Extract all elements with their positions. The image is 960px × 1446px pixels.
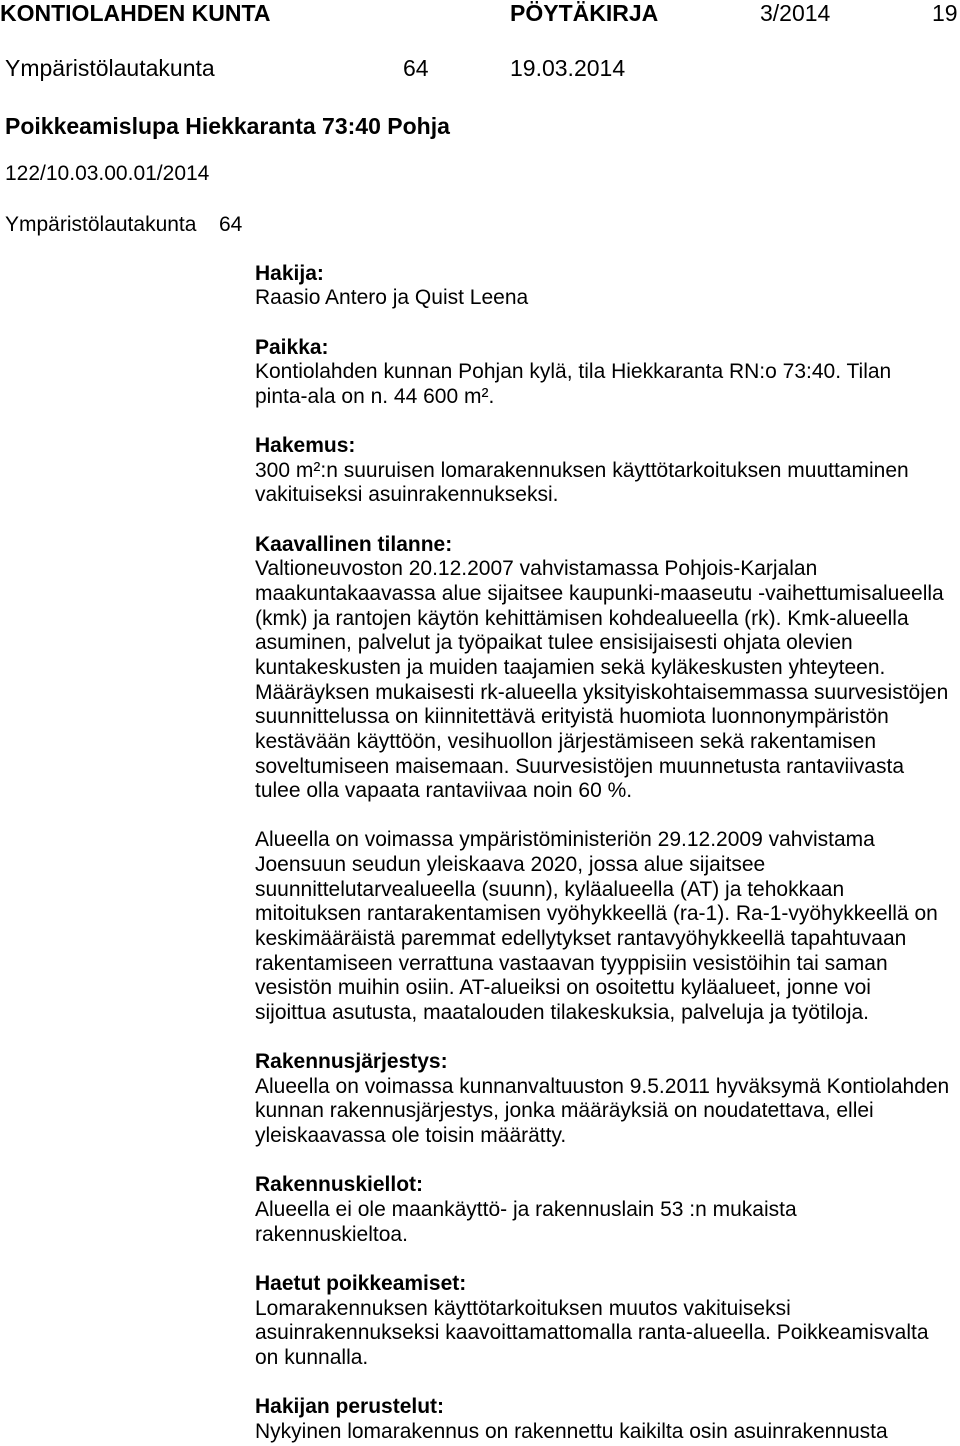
text-line: pinta-ala on n. 44 600 m².	[255, 384, 495, 408]
section-application	[255, 434, 960, 508]
section-zoning-status	[255, 533, 960, 1026]
spacer	[255, 1371, 960, 1396]
board-reference-name: Ympäristölautakunta	[5, 212, 197, 236]
text-line: maakuntakaavassa alue sijaitsee kaupunki-maaseutu -vaihettumisalueella	[255, 582, 944, 606]
section-label: Paikka:	[255, 335, 329, 359]
text-line: on kunnalla.	[255, 1345, 369, 1369]
municipality-name: KONTIOLAHDEN KUNTA	[0, 0, 271, 26]
text-line: Raasio Antero ja Quist Leena	[255, 286, 529, 310]
text-line: Kontiolahden kunnan Pohjan kylä, tila Hiekkaranta RN:o 73:40. Tilan	[255, 360, 892, 384]
section-label: Rakennuskiellot:	[255, 1173, 424, 1197]
text-line: kuntakeskusten ja muiden taajamien sekä kyläkeskusten yhteyteen.	[255, 655, 886, 679]
section-label: Rakennusjärjestys:	[255, 1050, 448, 1074]
text-line: asuinrakennukseksi kaavoittamattomalla ranta-alueella. Poikkeamisvalta	[255, 1321, 929, 1345]
text-line: rakentamiseen verrattuna vastaavan tyyppisiin vesistöihin tai saman	[255, 951, 888, 975]
spacer	[255, 311, 960, 336]
spacer	[255, 1247, 960, 1272]
text-line: vesistön muihin osiin. AT-alueiksi on osoitettu kyläalueet, jonne voi	[255, 976, 871, 1000]
text-line: rakennuskieltoa.	[255, 1222, 408, 1246]
text-line: Lomarakennuksen käyttötarkoituksen muutos vakituiseksi	[255, 1296, 791, 1320]
section-applicant-justification	[255, 1395, 960, 1444]
text-line: vakituiseksi asuinrakennukseksi.	[255, 483, 559, 507]
section-label: Kaavallinen tilanne:	[255, 532, 453, 556]
spacer	[255, 1026, 960, 1051]
spacer	[255, 508, 960, 533]
document-body	[255, 262, 960, 1445]
text-line: suunnittelutarvealueella (suunn), kyläalueella (AT) ja tehokkaan	[255, 877, 845, 901]
text-line: Nykyinen lomarakennus on rakennettu kaikilta osin asuinrakennusta	[255, 1419, 888, 1443]
section-requested-exceptions	[255, 1272, 960, 1371]
text-line: (kmk) ja rantojen käytön kehittämisen kohdealueella (rk). Kmk-alueella	[255, 606, 909, 630]
text-line: Alueella on voimassa kunnanvaltuuston 9.5.2011 hyväksymä Kontiolahden	[255, 1074, 950, 1098]
text-line: kestävään käyttöön, vesihuollon järjestämiseen sekä rakentamisen	[255, 729, 877, 753]
page-number: 19	[932, 0, 958, 26]
section-label: Hakemus:	[255, 434, 356, 458]
text-line: sijoittua asutusta, maatalouden tilakeskuksia, palveluja ja työtiloja.	[255, 1000, 870, 1024]
text-line: keskimääräistä paremmat edellytykset rantavyöhykkeellä tapahtuvaan	[255, 926, 907, 950]
section-label: Hakijan perustelut:	[255, 1395, 445, 1419]
section-number: 64	[403, 55, 429, 81]
text-line: suunnittelussa on kiinnitettävä erityistä huomiota luonnonympäristön	[255, 705, 889, 729]
section-label: Hakija:	[255, 261, 324, 285]
text-line: kunnan rakennusjärjestys, jonka määräyksiä on noudatettava, ellei	[255, 1099, 874, 1123]
text-line: Alueella on voimassa ympäristöministeriön 29.12.2009 vahvistama	[255, 828, 875, 852]
text-line: mitoituksen rantarakentamisen vyöhykkeellä (ra-1). Ra-1-vyöhykkeellä on	[255, 902, 938, 926]
spacer	[255, 1149, 960, 1174]
text-line: Alueella ei ole maankäyttö- ja rakennuslain 53 :n mukaista	[255, 1198, 797, 1222]
text-line: Joensuun seudun yleiskaava 2020, jossa alue sijaitsee	[255, 853, 766, 877]
document-number: 3/2014	[760, 0, 831, 26]
text-line: soveltumiseen maisemaan. Suurvesistöjen muunnetusta rantaviivasta	[255, 754, 905, 778]
text-line: Määräyksen mukaisesti rk-alueella yksityiskohtaisemmassa suurvesistöjen	[255, 680, 949, 704]
text-line: Valtioneuvoston 20.12.2007 vahvistamassa Pohjois-Karjalan	[255, 557, 818, 581]
text-line: tulee olla vapaata rantaviivaa noin 60 %.	[255, 779, 633, 803]
board-name: Ympäristölautakunta	[5, 55, 215, 81]
section-building-bans	[255, 1173, 960, 1247]
text-line: 300 m²:n suuruisen lomarakennuksen käyttötarkoituksen muuttaminen	[255, 458, 909, 482]
spacer	[255, 410, 960, 435]
document-type: PÖYTÄKIRJA	[510, 0, 659, 26]
section-label: Haetut poikkeamiset:	[255, 1271, 467, 1295]
board-reference-section: 64	[219, 212, 243, 236]
text-line: asuminen, palvelut ja työpaikat tulee ensisijaisesti ohjata olevien	[255, 631, 853, 655]
spacer	[255, 804, 960, 829]
page-title: Poikkeamislupa Hiekkaranta 73:40 Pohja	[5, 113, 450, 139]
text-line: yleiskaavassa ole toisin määrätty.	[255, 1124, 567, 1148]
section-building-ordinance	[255, 1050, 960, 1149]
section-applicant	[255, 262, 960, 311]
section-location	[255, 336, 960, 410]
record-number: 122/10.03.00.01/2014	[5, 161, 210, 185]
meeting-date: 19.03.2014	[510, 55, 626, 81]
